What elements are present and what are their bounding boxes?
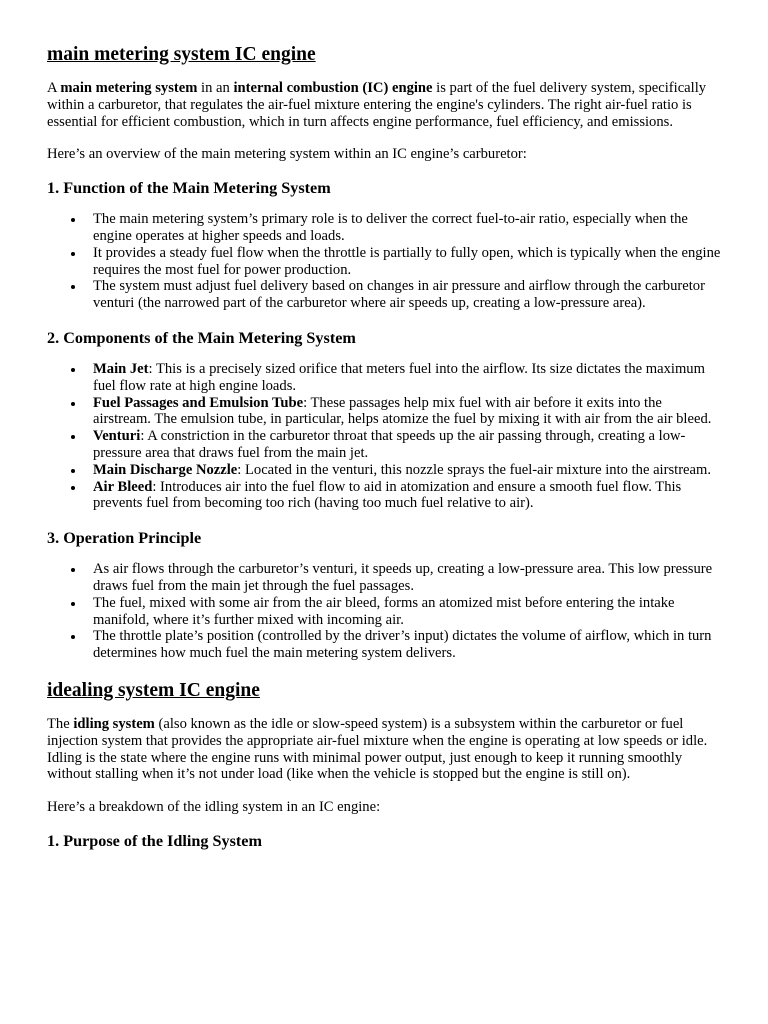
component-term: Venturi: [93, 428, 141, 445]
component-desc: : Located in the venturi, this nozzle sprays the fuel-air mixture into the airstream.: [237, 461, 712, 478]
components-list: [47, 361, 722, 512]
idling-paragraph: [47, 716, 722, 783]
operation-list: [47, 561, 722, 662]
idling-text: The: [47, 715, 74, 732]
component-term: Air Bleed: [93, 478, 153, 495]
list-item: The main metering system’s primary role is to deliver the correct fuel-to-air ratio, especially when the engine operates at higher speeds and loads.: [93, 211, 722, 245]
list-item: [93, 395, 722, 429]
list-item: [93, 462, 722, 479]
idling-overview-paragraph: Here’s a breakdown of the idling system in an IC engine:: [47, 799, 381, 816]
list-item: [93, 428, 722, 462]
component-term: Fuel Passages and Emulsion Tube: [93, 394, 304, 411]
list-item: It provides a steady fuel flow when the throttle is partially to fully open, which is typically when the engine requires the most fuel for power production.: [93, 244, 721, 278]
list-item: The throttle plate’s position (controlled by the driver’s input) dictates the volume of airflow, which in turn determines how much fuel the main metering system delivers.: [93, 628, 722, 662]
intro-text: A: [47, 80, 61, 96]
list-item: The system must adjust fuel delivery based on changes in air pressure and airflow through the carburetor venturi (the narrowed part of the carburetor where air speeds up, creating a low-pressure area).: [93, 278, 722, 312]
list-item: The fuel, mixed with some air from the air bleed, forms an atomized mist before entering the intake manifold, where it’s further mixed with incoming air.: [93, 595, 722, 629]
page-title: main metering system IC engine: [47, 44, 316, 65]
overview-paragraph: Here’s an overview of the main metering system within an IC engine’s carburetor:: [47, 146, 527, 163]
intro-text: is part of the fuel delivery system, specifically within a carburetor, that regulates the air-fuel mixture entering the engine's cylinders. The right air-fuel ratio is essential for efficient combustion, which in turn affects engine performance, fuel efficiency, and emissions.: [47, 80, 707, 130]
component-term: Main Discharge Nozzle: [93, 461, 238, 478]
list-item: As air flows through the carburetor’s venturi, it speeds up, creating a low-pressure area. This low pressure draws fuel from the main jet through the fuel passages.: [93, 561, 722, 595]
intro-bold-term: internal combustion (IC) engine: [233, 80, 433, 96]
component-desc: : This is a precisely sized orifice that meters fuel into the airflow. Its size dictates the maximum fuel flow rate at high engine loads.: [93, 360, 705, 394]
idling-title: idealing system IC engine: [47, 679, 260, 701]
list-item: [93, 479, 722, 513]
intro-bold-term: main metering system: [60, 80, 198, 96]
section-heading-idling-purpose: 1. Purpose of the Idling System: [47, 831, 262, 850]
function-list: [47, 211, 722, 312]
component-desc: : Introduces air into the fuel flow to aid in atomization and ensure a smooth fuel flow. This prevents fuel from becoming too rich (having too much fuel relative to air).: [93, 478, 682, 512]
component-desc: : These passages help mix fuel with air before it exits into the airstream. The emulsion tube, in particular, helps atomize the fuel by mixing it with air from the air bleed.: [93, 394, 712, 428]
intro-paragraph: [47, 80, 722, 130]
section-heading-function: 1. Function of the Main Metering System: [47, 179, 331, 198]
list-item: [93, 361, 722, 395]
idling-bold-term: idling system: [73, 715, 155, 732]
idling-text: (also known as the idle or slow-speed system) is a subsystem within the carburetor or fuel injection system that provides the appropriate air-fuel mixture when the engine is operating at low speeds or idle. Idling is the state where the engine runs with minimal power output, just enough to keep it running smoothly without stalling when it’s not under load (like when the vehicle is stopped but the engine is still on).: [47, 715, 708, 783]
component-desc: : A constriction in the carburetor throat that speeds up the air passing through, creating a low-pressure area that draws fuel from the main jet.: [93, 428, 686, 461]
section-heading-operation: 3. Operation Principle: [47, 529, 202, 548]
section-heading-components: 2. Components of the Main Metering System: [47, 328, 356, 347]
intro-text: in an: [197, 80, 234, 96]
component-term: Main Jet: [93, 360, 149, 377]
